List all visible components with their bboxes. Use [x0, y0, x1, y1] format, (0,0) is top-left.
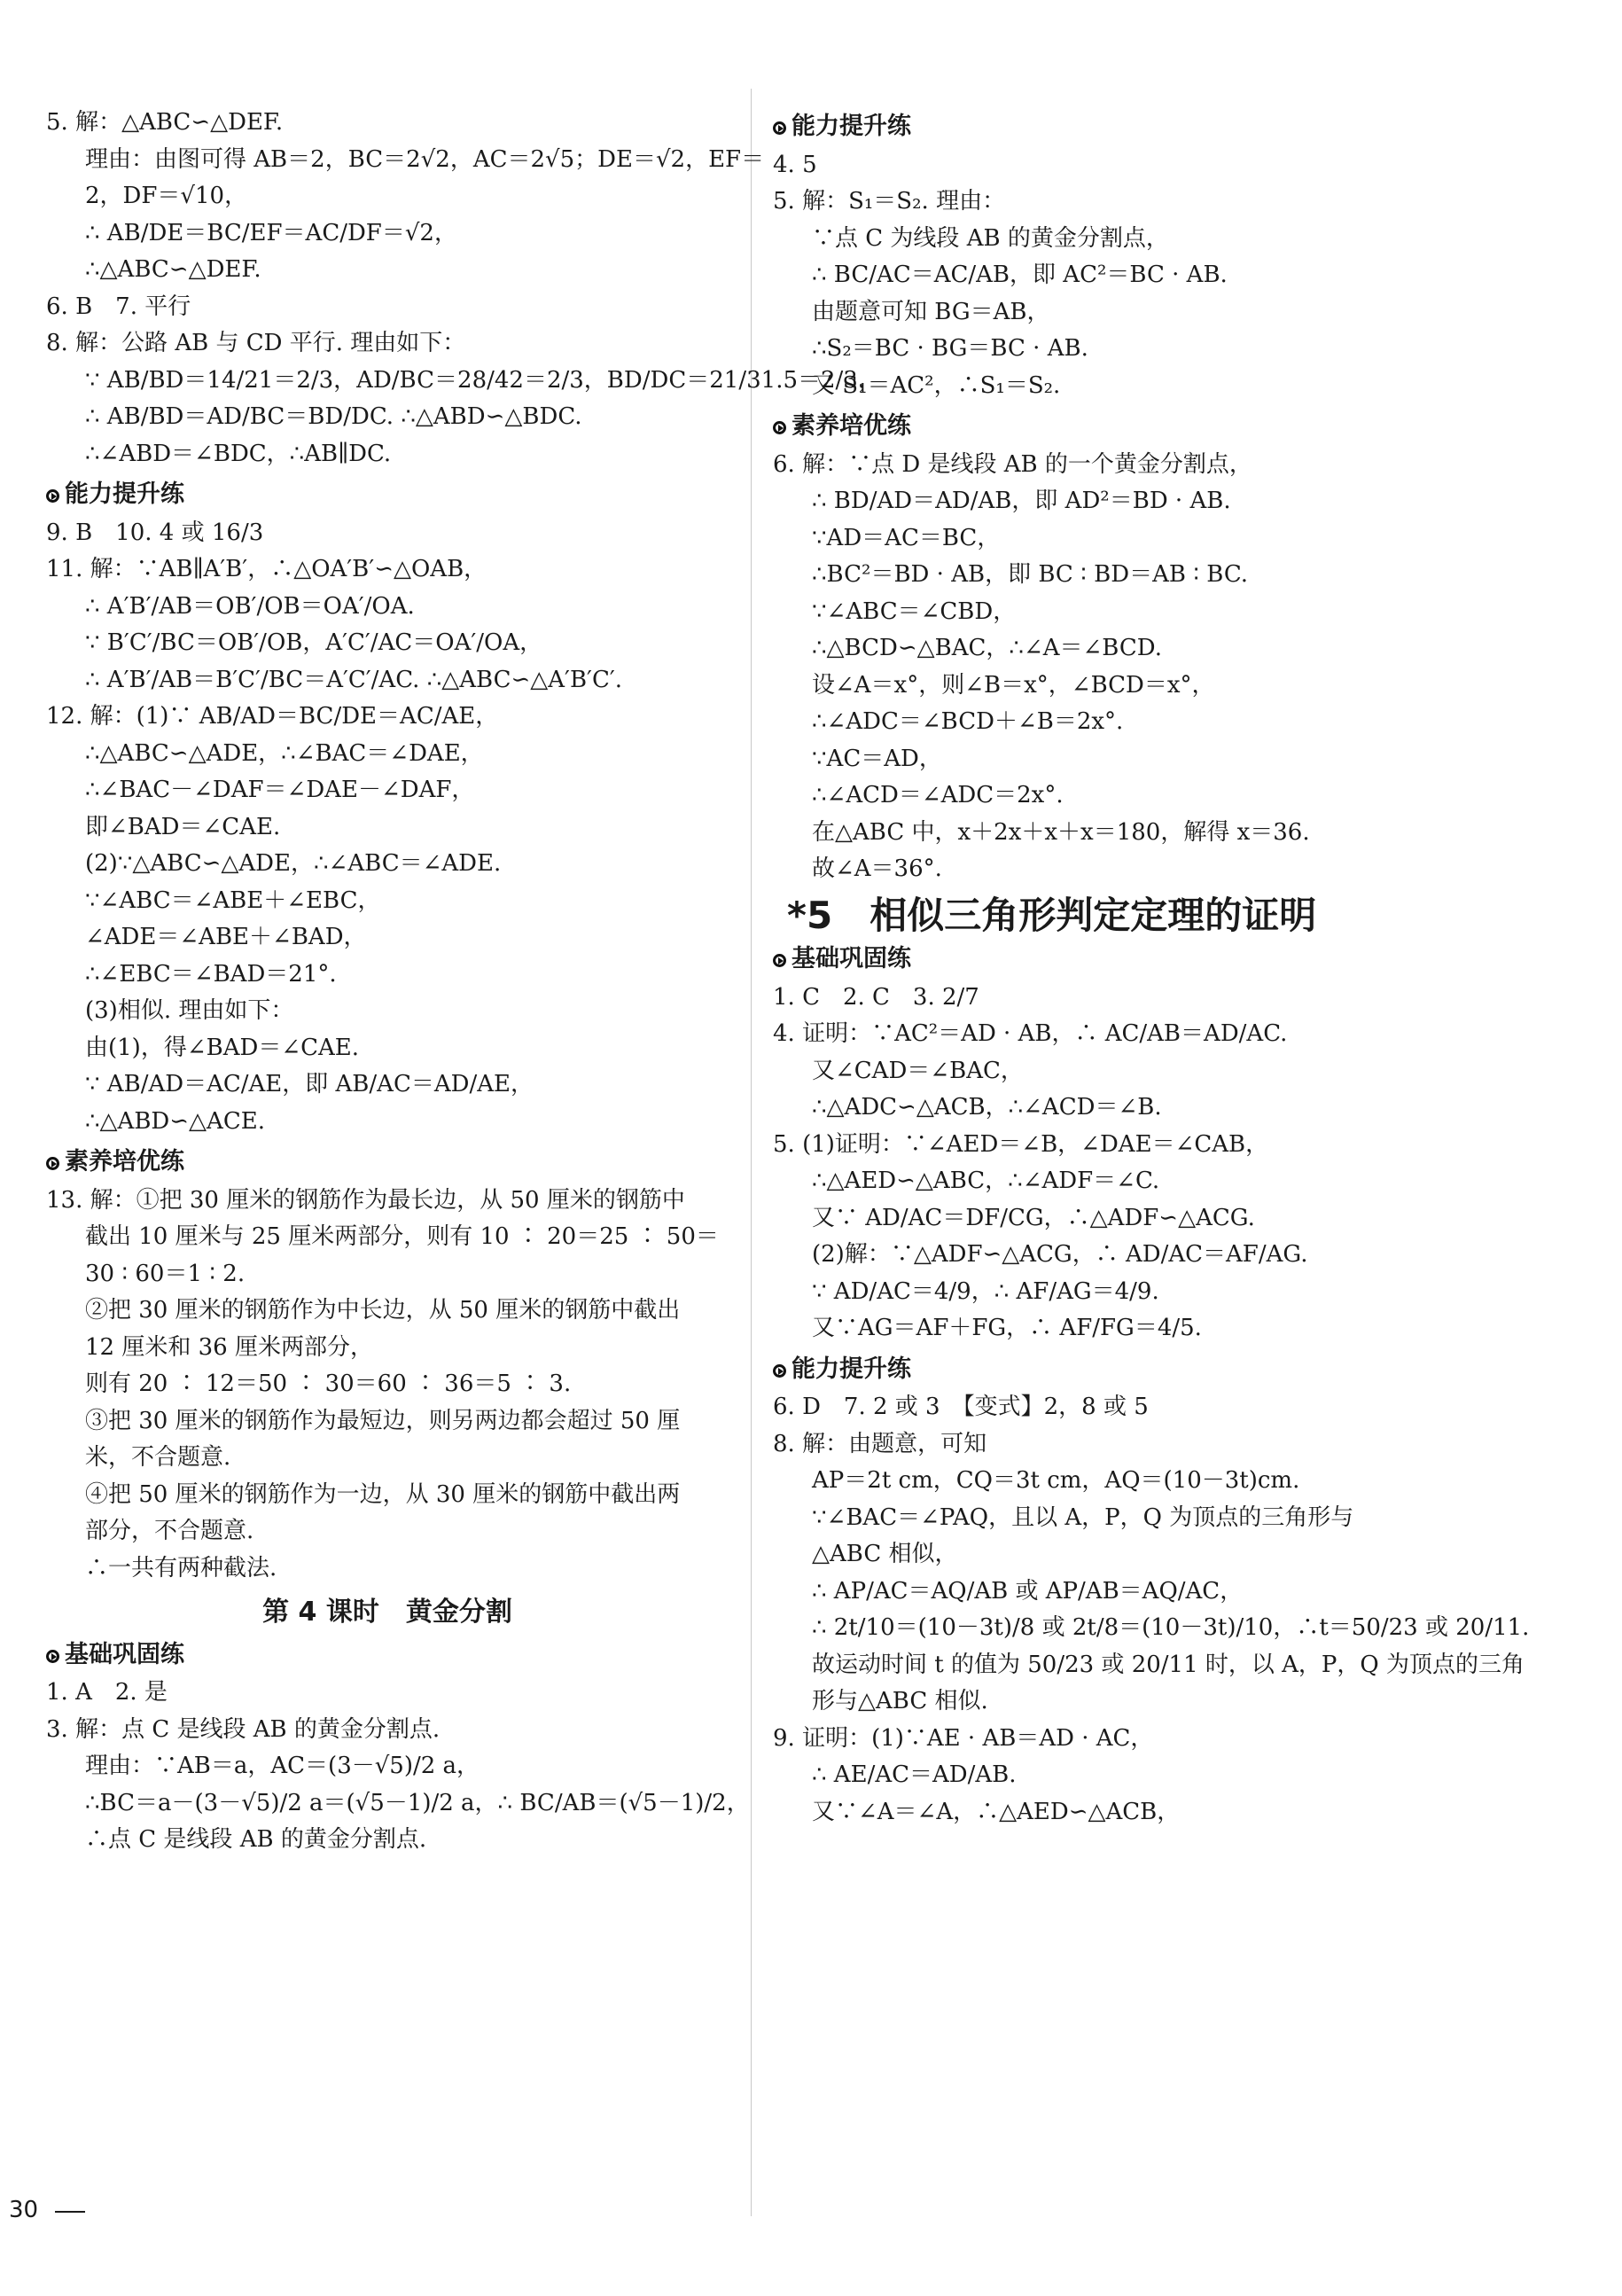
answer-line: 在△ABC 中，x＋2x＋x＋x＝180，解得 x＝36.	[812, 818, 1310, 846]
answer-line: 6. B 7. 平行	[46, 293, 191, 320]
answer-line: 则有 20 ∶ 12＝50 ∶ 30＝60 ∶ 36＝5 ∶ 3.	[85, 1371, 572, 1397]
section-heading	[46, 1144, 729, 1181]
answer-line: ∵ AB/BD＝14/21＝2/3，AD/BC＝28/42＝2/3，BD/DC＝21/31.5＝2/3，	[85, 366, 881, 394]
answer-line: 2，DF＝√10，	[85, 183, 248, 209]
answer-line: 11. 解：∵AB∥A′B′，∴△OA′B′∽△OAB，	[46, 556, 487, 582]
section-heading-label: 素养培优练	[792, 412, 911, 440]
answer-line: ∴ BC/AC＝AC/AB，即 AC²＝BC · AB.	[812, 262, 1228, 288]
answer-line: 又∵∠A＝∠A，∴△AED∽△ACB，	[812, 1798, 1181, 1825]
section-heading	[773, 1351, 1455, 1388]
section-heading	[773, 408, 1455, 445]
answer-line: ∴S₂＝BC · BG＝BC · AB.	[812, 335, 1088, 362]
lesson-title: 第 4 课时 黄金分割	[262, 1597, 512, 1628]
play-marker-icon	[773, 421, 786, 434]
answer-line: ∴△ABC∽△ADE，∴∠BAC＝∠DAE，	[85, 739, 484, 767]
answer-line: 部分，不合题意.	[85, 1518, 254, 1544]
play-marker-icon	[46, 1157, 59, 1170]
play-marker-icon	[773, 1364, 786, 1378]
answer-line: ∠ADE＝∠ABE＋∠BAD，	[85, 924, 367, 950]
play-marker-icon	[46, 1650, 59, 1663]
answer-line: 3. 解：点 C 是线段 AB 的黄金分割点.	[46, 1715, 441, 1743]
answer-line: ∵ B′C′/BC＝OB′/OB，A′C′/AC＝OA′/OA，	[85, 629, 543, 656]
answer-line: 4. 5	[773, 151, 817, 178]
answer-line: ∴△AED∽△ABC，∴∠ADF＝∠C.	[812, 1168, 1160, 1194]
section-heading-label: 能力提升练	[792, 1355, 911, 1383]
answer-line: (2)解：∵△ADF∽△ACG，∴ AD/AC＝AF/AG.	[812, 1241, 1308, 1268]
answer-line: 8. 解：公路 AB 与 CD 平行. 理由如下：	[46, 330, 466, 356]
answer-line: ∵∠ABC＝∠CBD，	[812, 597, 1017, 625]
answer-line: 又∵ AD/AC＝DF/CG，∴△ADF∽△ACG.	[812, 1204, 1255, 1231]
answer-line: 故∠A＝36°.	[812, 855, 942, 882]
answer-line: ∵ AB/AD＝AC/AE，即 AB/AC＝AD/AE，	[85, 1071, 534, 1097]
answer-line: 理由：由图可得 AB＝2，BC＝2√2，AC＝2√5；DE＝√2，EF＝	[85, 145, 765, 173]
section-heading	[773, 108, 1455, 145]
answer-line: 又∠CAD＝∠BAC，	[812, 1057, 1024, 1084]
answer-line: 9. B 10. 4 或 16/3	[46, 519, 264, 546]
answer-line: ∴△BCD∽△BAC，∴∠A＝∠BCD.	[812, 635, 1162, 661]
answer-line: ∴ A′B′/AB＝OB′/OB＝OA′/OA.	[85, 592, 415, 620]
answer-line: ∴ AB/DE＝BC/EF＝AC/DF＝√2，	[85, 219, 457, 246]
answer-line: 由(1)，得∠BAD＝∠CAE.	[85, 1034, 360, 1061]
answer-line: ④把 50 厘米的钢筋作为一边，从 30 厘米的钢筋中截出两	[85, 1480, 681, 1508]
answer-line: ∴∠ADC＝∠BCD＋∠B＝2x°.	[812, 708, 1124, 735]
answer-line: (2)∵△ABC∽△ADE，∴∠ABC＝∠ADE.	[85, 850, 502, 877]
answer-line: 12 厘米和 36 厘米两部分，	[85, 1333, 373, 1361]
answer-line: ③把 30 厘米的钢筋作为最短边，则另两边都会超过 50 厘	[85, 1407, 681, 1434]
section-heading-label: 能力提升练	[792, 113, 911, 140]
section-heading	[46, 476, 729, 513]
answer-line: ∴△ADC∽△ACB，∴∠ACD＝∠B.	[812, 1094, 1162, 1121]
section-heading-label: 素养培优练	[65, 1148, 184, 1175]
answer-line: ∴BC²＝BD · AB，即 BC ∶ BD＝AB ∶ BC.	[812, 561, 1249, 588]
answer-line: ∴BC＝a－(3－√5)/2 a＝(√5－1)/2 a，∴ BC/AB＝(√5－1)/2，	[85, 1789, 750, 1816]
answer-line: ∴∠ABD＝∠BDC，∴AB∥DC.	[85, 440, 392, 467]
answer-line: 13. 解：①把 30 厘米的钢筋作为最长边，从 50 厘米的钢筋中	[46, 1186, 685, 1214]
right-column	[773, 105, 1530, 1831]
answer-line: 9. 证明：(1)∵AE · AB＝AD · AC，	[773, 1724, 1154, 1752]
answer-line: (3)相似. 理由如下：	[85, 997, 294, 1024]
answer-line: 形与△ABC 相似.	[812, 1688, 988, 1714]
play-marker-icon	[773, 121, 786, 135]
answer-line: ∵AD＝AC＝BC，	[812, 524, 1001, 551]
answer-line: ∴ A′B′/AB＝B′C′/BC＝A′C′/AC. ∴△ABC∽△A′B′C′.	[85, 666, 623, 693]
answer-line: 5. 解：△ABC∽△DEF.	[46, 109, 284, 136]
answer-line: 故运动时间 t 的值为 50/23 或 20/11 时，以 A，P，Q 为顶点的三角	[812, 1651, 1525, 1678]
answer-line: ∵∠ABC＝∠ABE＋∠EBC，	[85, 886, 381, 914]
answer-line: 理由：∵AB＝a，AC＝(3－√5)/2 a，	[85, 1753, 480, 1779]
answer-line: 又 S₁＝AC²，∴S₁＝S₂.	[812, 371, 1061, 399]
answer-line: 6. D 7. 2 或 3 【变式】2，8 或 5	[773, 1394, 1149, 1420]
answer-line: ∴∠ACD＝∠ADC＝2x°.	[812, 782, 1064, 808]
answer-line: 5. 解：S₁＝S₂. 理由：	[773, 188, 1006, 215]
answer-line: AP＝2t cm，CQ＝3t cm，AQ＝(10－3t)cm.	[812, 1467, 1300, 1494]
answer-line: △ABC 相似，	[812, 1541, 958, 1567]
answer-line: ∵AC＝AD，	[812, 745, 942, 772]
answer-line: 8. 解：由题意，可知	[773, 1430, 987, 1457]
answer-line: ∴ 2t/10＝(10－3t)/8 或 2t/8＝(10－3t)/10，∴t＝50/23 或 20/11.	[812, 1614, 1530, 1641]
answer-line: 由题意可知 BG＝AB，	[812, 298, 1050, 325]
answer-line: ∵ AD/AC＝4/9，∴ AF/AG＝4/9.	[812, 1277, 1159, 1305]
section-heading-label: 能力提升练	[65, 480, 184, 508]
answer-line: 12. 解：(1)∵ AB/AD＝BC/DE＝AC/AE，	[46, 703, 499, 730]
section-heading-label: 基础巩固练	[65, 1640, 184, 1668]
answer-line: 4. 证明：∵AC²＝AD · AB，∴ AC/AB＝AD/AC.	[773, 1020, 1288, 1047]
answer-line: ∴ AB/BD＝AD/BC＝BD/DC. ∴△ABD∽△BDC.	[85, 403, 582, 430]
answer-line: 即∠BAD＝∠CAE.	[85, 813, 281, 840]
answer-line: 又∵AG＝AF＋FG，∴ AF/FG＝4/5.	[812, 1315, 1202, 1341]
answer-line: 6. 解：∵点 D 是线段 AB 的一个黄金分割点，	[773, 450, 1252, 478]
answer-line: ∵∠BAC＝∠PAQ，且以 A，P，Q 为顶点的三角形与	[812, 1503, 1354, 1531]
answer-line: ∴ BD/AD＝AD/AB，即 AD²＝BD · AB.	[812, 488, 1231, 514]
section-heading	[773, 941, 1455, 978]
page-number: 30	[9, 2197, 39, 2223]
page-number-rule	[55, 2211, 85, 2213]
answer-line: 30 ∶ 60＝1 ∶ 2.	[85, 1260, 246, 1287]
answer-line: ∴一共有两种截法.	[85, 1554, 277, 1581]
answer-line: ∴△ABD∽△ACE.	[85, 1107, 265, 1135]
answer-line: 1. C 2. C 3. 2/7	[773, 983, 979, 1011]
answer-line: 1. A 2. 是	[46, 1679, 168, 1706]
play-marker-icon	[46, 489, 59, 503]
answer-line: ∵点 C 为线段 AB 的黄金分割点，	[812, 224, 1169, 252]
answer-line: 设∠A＝x°，则∠B＝x°，∠BCD＝x°，	[812, 671, 1215, 699]
chapter-title: *5 相似三角形判定定理的证明	[787, 893, 1317, 937]
answer-line: 截出 10 厘米与 25 厘米两部分，则有 10 ∶ 20＝25 ∶ 50＝	[85, 1223, 719, 1250]
answer-line: ∴∠BAC－∠DAF＝∠DAE－∠DAF，	[85, 777, 475, 803]
answer-line: 5. (1)证明：∵∠AED＝∠B，∠DAE＝∠CAB，	[773, 1130, 1269, 1158]
answer-line: ∴点 C 是线段 AB 的黄金分割点.	[85, 1826, 427, 1853]
answer-line: ∴△ABC∽△DEF.	[85, 256, 261, 283]
play-marker-icon	[773, 954, 786, 967]
column-divider	[751, 89, 752, 2216]
answer-line: ∴ AE/AC＝AD/AB.	[812, 1761, 1017, 1788]
answer-line: 米，不合题意.	[85, 1444, 231, 1471]
answer-line: ②把 30 厘米的钢筋作为中长边，从 50 厘米的钢筋中截出	[85, 1297, 681, 1324]
section-heading-label: 基础巩固练	[792, 945, 911, 972]
answer-line: ∴ AP/AC＝AQ/AB 或 AP/AB＝AQ/AC，	[812, 1577, 1244, 1605]
answer-line: ∴∠EBC＝∠BAD＝21°.	[85, 960, 337, 988]
section-heading	[46, 1636, 729, 1674]
